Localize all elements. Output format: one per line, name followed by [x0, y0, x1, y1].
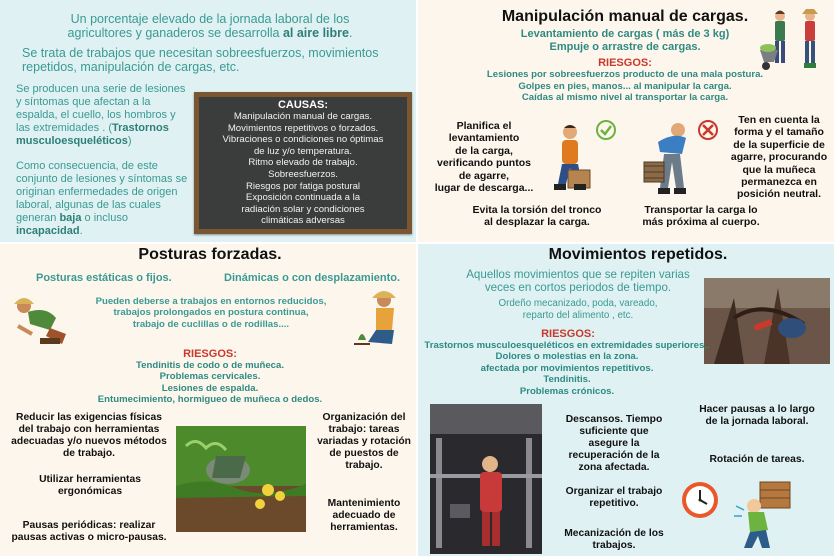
posturas-riesgos-label: RIESGOS:: [183, 348, 237, 360]
tip-line: levantamiento: [448, 132, 520, 145]
tip-line: Planifica el: [456, 120, 512, 132]
tip-line: más próxima al cuerpo.: [642, 216, 760, 229]
causas-item: Manipulación manual de cargas.: [233, 111, 373, 122]
movimientos-riesgos-label: RIESGOS:: [541, 328, 595, 340]
movimientos-riesgo-item: Trastornos musculoesqueléticos en extremidades superiores,.: [424, 340, 710, 351]
rec-line: Utilizar herramientas: [39, 474, 141, 485]
posturas-dinamicas: Dinámicas o con desplazamiento.: [224, 272, 401, 284]
cargas-panel: [418, 0, 834, 242]
posturas-causes: [80, 296, 342, 330]
rec-line: adecuadas y/o nuevos métodos: [11, 436, 167, 447]
posturas-riesgo-item: Lesiones de espalda.: [161, 382, 259, 394]
rec-line: asegure la: [588, 438, 640, 449]
cargas-sub1: Levantamiento de cargas ( más de 3 kg): [520, 28, 730, 40]
tip-line: de la superficie de: [733, 138, 825, 151]
rec-line: pausas activas o micro-pausas.: [11, 532, 167, 543]
tired-worker-carrying-box-icon: [734, 480, 800, 552]
correct-lift-figure-icon: [544, 118, 620, 202]
rec-line: Organizar el trabajo: [565, 486, 663, 497]
rec-line: zona afectada.: [578, 462, 650, 473]
milking-parlor-photo: [430, 404, 542, 554]
rec-line: Mecanización de los: [564, 528, 664, 539]
posturas-riesgo-item: Entumecimiento, hormigueo de muñeca o dedos.: [97, 394, 323, 406]
rec-line: herramientas.: [330, 522, 398, 533]
movimientos-title: Movimientos repetidos.: [548, 246, 728, 263]
posturas-rec-maintenance: [314, 498, 414, 534]
cause-line: trabajo de cuclillas o de rodillas....: [132, 318, 290, 330]
movimientos-riesgo-item: afectada por movimientos repetitivos.: [480, 362, 654, 374]
tip-line: Transportar la carga lo: [644, 204, 758, 216]
rec-line: trabajos.: [592, 540, 636, 551]
posturas-rec-pauses: [4, 520, 174, 544]
rec-line: Pausas periódicas: realizar: [22, 520, 156, 531]
tip-line: agarre, procurando: [730, 151, 828, 164]
tip-line: Evita la torsión del tronco: [472, 204, 602, 216]
rec-line: suficiente que: [579, 426, 649, 437]
intro-paragraph-3: Se producen una serie de lesiones y síntomas que afectan a la espalda, el cuello, los hombros y las extremidades . (Trastornos musculoesqueléticos): [16, 83, 186, 147]
intro-panel: [0, 0, 416, 242]
cargas-title: Manipulación manual de cargas.: [501, 8, 749, 25]
rec-line: Organización del: [322, 412, 406, 423]
cargas-left-tip: [422, 120, 546, 194]
rec-line: ergonómicas: [57, 486, 123, 497]
rec-line: Reducir las exigencias físicas: [16, 412, 162, 423]
cargas-riesgos-label: RIESGOS:: [598, 57, 652, 69]
posturas-rec-organization: [314, 412, 414, 472]
cargas-riesgo-item: Lesiones por sobreesfuerzos producto de una mala postura.: [486, 69, 764, 80]
cargas-sub2: Empuje o arrastre de cargas.: [549, 41, 701, 53]
movimientos-riesgo-item: Problemas crónicos.: [519, 385, 615, 397]
posturas-rec-tools: [20, 474, 160, 498]
pruning-photo: [704, 278, 830, 364]
posturas-estaticas: Posturas estáticas o fijos.: [36, 272, 172, 284]
rec-line: de trabajo.: [62, 448, 116, 459]
cargas-bottom-right-tip: [626, 204, 776, 229]
tip-line: posición neutral.: [736, 188, 821, 201]
tip-line: al desplazar la carga.: [484, 216, 590, 229]
cargas-subtitle: [500, 28, 750, 54]
movimientos-rec-organize: [550, 486, 678, 510]
rec-line: variadas y rotación: [317, 436, 411, 447]
causas-item: climáticas adversas: [261, 215, 345, 227]
causas-blackboard: [194, 92, 412, 234]
intro-line: veces en cortos periodos de tiempo.: [484, 281, 672, 295]
rec-line: del trabajo con herramientas: [18, 424, 160, 435]
example-line: Ordeño mecanizado, poda, vareado,: [498, 298, 658, 309]
tip-line: forma y el tamaño: [734, 126, 824, 139]
posturas-title: Posturas forzadas.: [138, 246, 282, 263]
posturas-riesgo-item: Problemas cervicales.: [159, 371, 261, 383]
rec-line: trabajo: tareas: [328, 424, 400, 435]
causas-item: Ritmo elevado de trabajo.: [248, 157, 358, 169]
posturas-riesgos-list: [60, 360, 360, 406]
clock-icon: [680, 480, 720, 520]
tip-line: lugar de descarga...: [434, 182, 534, 195]
intro-paragraph-4: Como consecuencia, de este conjunto de lesiones y síntomas se originan enfermedades de origen laboral, algunas de las cuales generan baja o incluso incapacidad.: [16, 160, 188, 237]
posturas-rec-reduce: [4, 412, 174, 460]
causas-item: Exposición continuada a la: [245, 192, 361, 204]
movimientos-rec-mechanize: [550, 528, 678, 552]
causas-item: Sobreesfuerzos.: [268, 168, 338, 180]
rec-line: trabajo.: [345, 460, 383, 471]
movimientos-riesgo-item: Dolores o molestias en la zona.: [495, 351, 639, 363]
tip-line: de la carga,: [455, 144, 513, 157]
movimientos-examples: [464, 298, 692, 321]
rec-line: Descansos. Tiempo: [565, 414, 663, 425]
movimientos-panel: [418, 244, 834, 556]
rec-line: adecuado de: [332, 510, 396, 521]
wrong-lift-figure-icon: [638, 118, 722, 202]
tip-line: que la muñeca: [742, 163, 816, 176]
cargas-riesgos-list: [458, 69, 792, 104]
cargas-right-tip: [724, 114, 834, 201]
rec-line: recuperación de la: [568, 450, 660, 461]
crouching-farmer-icon: [10, 290, 74, 352]
causas-item: de luz y/o temperatura.: [253, 145, 353, 157]
movimientos-rec-rest: [550, 414, 678, 474]
causas-title: CAUSAS:: [277, 99, 329, 111]
gardening-photo: [176, 426, 306, 532]
cargas-bottom-left-tip: [462, 204, 612, 229]
causas-item: radiación solar y condiciones: [241, 203, 365, 215]
intro-line: Aquellos movimientos que se repiten varias: [466, 268, 690, 281]
causas-item: Vibraciones o condiciones no óptimas: [222, 134, 384, 146]
movimientos-intro: [438, 268, 718, 295]
causas-item: Movimientos repetitivos o forzados.: [227, 122, 379, 134]
cargas-riesgo-item: Caídas al mismo nivel al transportar la carga.: [521, 92, 729, 103]
tip-line: Ten en cuenta la: [738, 114, 820, 126]
cargas-riesgo-item: Golpes en pies, manos... al manipular la carga.: [518, 80, 732, 92]
cause-line: Pueden deberse a trabajos en entornos reducidos,: [95, 296, 327, 307]
rec-line: Mantenimiento: [327, 498, 401, 509]
causas-list: [199, 111, 407, 227]
example-line: reparto del alimento , etc.: [522, 309, 634, 321]
cause-line: trabajos prolongados en postura continua,: [113, 307, 309, 319]
intro-paragraph-1: Un porcentaje elevado de la jornada laboral de los agricultores y ganaderos se desarrolla al aire libre.: [67, 12, 353, 40]
rec-line: de puestos de: [329, 448, 399, 459]
movimientos-rec-breaks: [682, 404, 832, 428]
intro-paragraph-2: Se trata de trabajos que necesitan sobreesfuerzos, movimientos repetidos, manipulación de cargas, etc.: [22, 46, 379, 74]
kneeling-gardener-icon: [348, 282, 414, 354]
rec-line: de la jornada laboral.: [705, 416, 809, 427]
tip-line: permanezca en: [741, 176, 817, 189]
movimientos-rec-rotation: Rotación de tareas.: [709, 454, 805, 465]
rec-line: Hacer pausas a lo largo: [699, 404, 815, 415]
posturas-riesgo-item: Tendinitis de codo o de muñeca.: [135, 360, 284, 371]
movimientos-riesgo-item: Tendinitis.: [543, 374, 591, 386]
rec-line: repetitivo.: [589, 498, 639, 509]
tip-line: verificando puntos: [437, 157, 531, 170]
causas-item: Riesgos por fatiga postural: [245, 180, 361, 192]
tip-line: de agarre,: [458, 169, 510, 182]
posturas-panel: [0, 244, 416, 556]
movimientos-riesgos-list: [422, 340, 712, 397]
